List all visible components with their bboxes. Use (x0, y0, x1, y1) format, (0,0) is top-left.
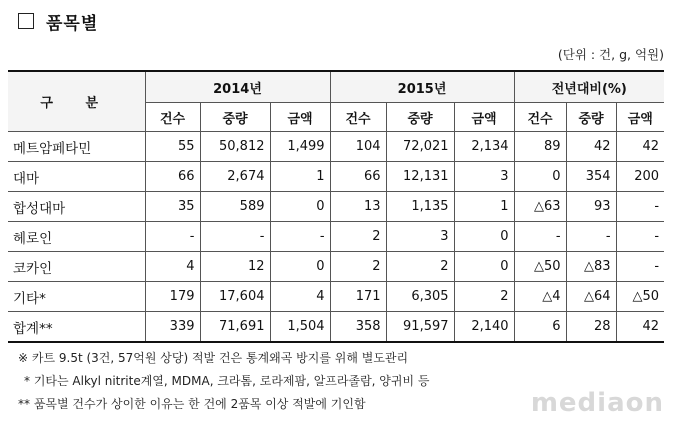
table-cell: 200 (616, 162, 664, 192)
subheader-amount: 금액 (270, 103, 330, 132)
table-cell: 1,504 (270, 312, 330, 343)
table-cell: △50 (514, 252, 566, 282)
subheader-amount: 금액 (616, 103, 664, 132)
table-cell: 339 (145, 312, 200, 343)
table-cell: 66 (145, 162, 200, 192)
header-category: 구 분 (8, 71, 145, 132)
section-heading (18, 9, 98, 33)
table-cell: 0 (454, 252, 514, 282)
footnote-others: * 기타는 Alkyl nitrite계열, MDMA, 크라톰, 로라제팜, 알프라졸람, 양귀비 등 (24, 374, 430, 388)
table-row (8, 312, 664, 343)
table-cell: 2 (454, 282, 514, 312)
subheader-count: 건수 (330, 103, 386, 132)
table-cell: 4 (145, 252, 200, 282)
heading-text: 품목별 (46, 13, 99, 34)
unit-label: (단위 : 건, g, 억원) (557, 47, 664, 62)
footnote-count-difference: ** 품목별 건수가 상이한 이유는 한 건에 2품목 이상 적발에 기인함 (18, 397, 366, 411)
table-cell: 354 (566, 162, 616, 192)
table-cell: 171 (330, 282, 386, 312)
table-cell: △83 (566, 252, 616, 282)
table-cell: 0 (270, 252, 330, 282)
table-cell: 1 (270, 162, 330, 192)
row-label: 헤로인 (8, 222, 145, 252)
subheader-weight: 중량 (566, 103, 616, 132)
table-cell: 0 (514, 162, 566, 192)
table-cell: 55 (145, 132, 200, 162)
table-cell: 2,134 (454, 132, 514, 162)
table-cell: 93 (566, 192, 616, 222)
table-row (8, 192, 664, 222)
subheader-amount: 금액 (454, 103, 514, 132)
seizure-table (8, 70, 664, 343)
table-cell: 2 (386, 252, 454, 282)
table-cell: 4 (270, 282, 330, 312)
table-cell: △64 (566, 282, 616, 312)
table-cell: 50,812 (200, 132, 270, 162)
subheader-count: 건수 (514, 103, 566, 132)
table-cell: 589 (200, 192, 270, 222)
table-cell: - (616, 222, 664, 252)
table-cell: 91,597 (386, 312, 454, 343)
table-cell: 13 (330, 192, 386, 222)
subheader-weight: 중량 (386, 103, 454, 132)
table-cell: 1,499 (270, 132, 330, 162)
table-cell: - (514, 222, 566, 252)
table-cell: △63 (514, 192, 566, 222)
table-cell: 358 (330, 312, 386, 343)
row-label: 합계** (8, 312, 145, 343)
header-yoy: 전년대비(%) (514, 71, 664, 103)
watermark-logo: mediaon (530, 388, 664, 418)
table-cell: 72,021 (386, 132, 454, 162)
table-cell: 42 (566, 132, 616, 162)
table-cell: 2 (330, 252, 386, 282)
table-cell: 2 (330, 222, 386, 252)
table-cell: 1 (454, 192, 514, 222)
table-cell: 3 (386, 222, 454, 252)
table-row (8, 132, 664, 162)
table-cell: 17,604 (200, 282, 270, 312)
row-label: 메트암페타민 (8, 132, 145, 162)
table-cell: 179 (145, 282, 200, 312)
table-body (8, 132, 664, 343)
table-cell: 12 (200, 252, 270, 282)
table-cell: - (616, 192, 664, 222)
subheader-weight: 중량 (200, 103, 270, 132)
table-row (8, 162, 664, 192)
table-cell: - (616, 252, 664, 282)
table-cell: 2,674 (200, 162, 270, 192)
table-cell: 6 (514, 312, 566, 343)
row-label: 합성대마 (8, 192, 145, 222)
table-cell: 12,131 (386, 162, 454, 192)
header-year-2014: 2014년 (145, 71, 330, 103)
table-cell: 104 (330, 132, 386, 162)
table-cell: - (200, 222, 270, 252)
table-cell: △50 (616, 282, 664, 312)
table-cell: 0 (270, 192, 330, 222)
table-cell: 28 (566, 312, 616, 343)
table-cell: 0 (454, 222, 514, 252)
table-cell: 1,135 (386, 192, 454, 222)
table-cell: - (145, 222, 200, 252)
table-row (8, 282, 664, 312)
table-cell: 2,140 (454, 312, 514, 343)
checkbox-square-icon (18, 13, 34, 29)
footnote-khat: ※ 카트 9.5t (3건, 57억원 상당) 적발 건은 통계왜곡 방지를 위해 별도관리 (18, 351, 409, 365)
subheader-count: 건수 (145, 103, 200, 132)
table-cell: 6,305 (386, 282, 454, 312)
table-cell: △4 (514, 282, 566, 312)
table-cell: 35 (145, 192, 200, 222)
table-cell: 66 (330, 162, 386, 192)
footnotes (18, 347, 430, 416)
row-label: 대마 (8, 162, 145, 192)
table-cell: - (270, 222, 330, 252)
row-label: 기타* (8, 282, 145, 312)
table-cell: - (566, 222, 616, 252)
table-cell: 3 (454, 162, 514, 192)
header-year-2015: 2015년 (330, 71, 514, 103)
table-cell: 89 (514, 132, 566, 162)
row-label: 코카인 (8, 252, 145, 282)
table-row (8, 252, 664, 282)
table-cell: 42 (616, 312, 664, 343)
table-row (8, 222, 664, 252)
table-cell: 42 (616, 132, 664, 162)
table-cell: 71,691 (200, 312, 270, 343)
